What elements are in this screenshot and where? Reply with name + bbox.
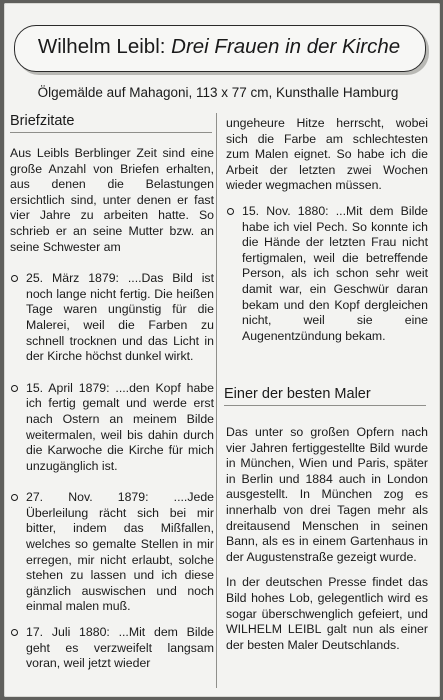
- quote-continuation: ungeheure Hitze herrscht, wobei sich die Farbe am schlechtesten zum Malen eignet. So habe ich die Arbeit der letzten zwei Wochen wieder wegmachen müssen.: [226, 116, 428, 193]
- left-column: [10, 146, 214, 688]
- section-heading-briefzitate: Briefzitate: [10, 113, 212, 133]
- right-column-bottom: [226, 425, 428, 669]
- letter-quote: [10, 381, 214, 475]
- right-column-top: [226, 116, 428, 360]
- page-title: [14, 35, 424, 59]
- bullet-icon: [11, 275, 18, 282]
- bullet-icon: [11, 494, 18, 501]
- painting-details: Ölgemälde auf Mahagoni, 113 x 77 cm, Kunsthalle Hamburg: [37, 85, 399, 100]
- column-divider: [216, 113, 217, 688]
- letter-quote-text: 25. März 1879: ....Das Bild ist noch lange nicht fertig. Die heißen Tage waren ungünstig für die Malerei, weil die Farben zu schnell trocknen und das Licht in der Kirche höchst dunkel wirkt.: [26, 271, 214, 364]
- section-heading-best-painter: Einer der besten Maler: [224, 386, 426, 406]
- bullet-icon: [11, 385, 18, 392]
- letter-quote-text: 15. April 1879: ....den Kopf habe ich fertig gemalt und werde erst nach Ostern an meinem Bilde weitermalen, weil bis dahin durch die Karwoche die Kirche für mich unzugänglich ist.: [26, 380, 214, 473]
- bullet-icon: [227, 208, 234, 215]
- exhibition-paragraph: Das unter so großen Opfern nach vier Jahren fertiggestellte Bild wurde in München, Wien und Paris, später in Berlin und 1884 auch in London ausgestellt. In München zog es innerhalb von drei Tagen mehr als dreitausend Menschen in seinen Bann, als es in einem Gartenhaus in der Augustenstraße gezeigt wurde.: [226, 425, 428, 564]
- letter-quote: [10, 271, 214, 365]
- title-artist: Wilhelm Leibl:: [37, 35, 172, 58]
- letter-quote: [10, 625, 214, 672]
- bullet-icon: [11, 629, 18, 636]
- intro-paragraph: Aus Leibls Berblinger Zeit sind eine große Anzahl von Briefen erhalten, aus denen die Belastungen ersichtlich sind, unter denen er fast vier Jahre zu arbeiten hatte. So schrieb er an seine Mutter bzw. an seine Schwester am: [10, 146, 214, 254]
- letter-quote: [226, 204, 428, 344]
- letter-quote-text: 15. Nov. 1880: ...Mit dem Bilde habe ich viel Pech. So konnte ich die Hände der letzten Frau nicht fertigmalen, weil die betreffende Person, als ich schon sehr weit damit war, ein Geschwür daran bekam und den Kopf dergleichen nicht, weil sie eine Augenentzündung bekam.: [242, 203, 428, 343]
- press-paragraph: In der deutschen Presse findet das Bild hohes Lob, gelegentlich wird es sogar überschwenglich gefeiert, und WILHELM LEIBL galt nun als einer der besten Maler Deutschlands.: [226, 575, 428, 652]
- letter-quote: [10, 490, 214, 615]
- letter-quote-text: 17. Juli 1880: ...Mit dem Bilde geht es verzweifelt langsam voran, weil jetzt wieder: [26, 625, 214, 671]
- title-work: Drei Frauen in der Kirche: [171, 35, 401, 58]
- letter-quote-text: 27. Nov. 1879: ....Jede Überleilung rächt sich bei mir bitter, indem das Mißfallen, welches so gemalte Stellen in mir erregen, mir nicht erlaubt, solche stehen zu lassen und ich diese gänzlich auswischen und noch einmal malen muß.: [26, 490, 214, 614]
